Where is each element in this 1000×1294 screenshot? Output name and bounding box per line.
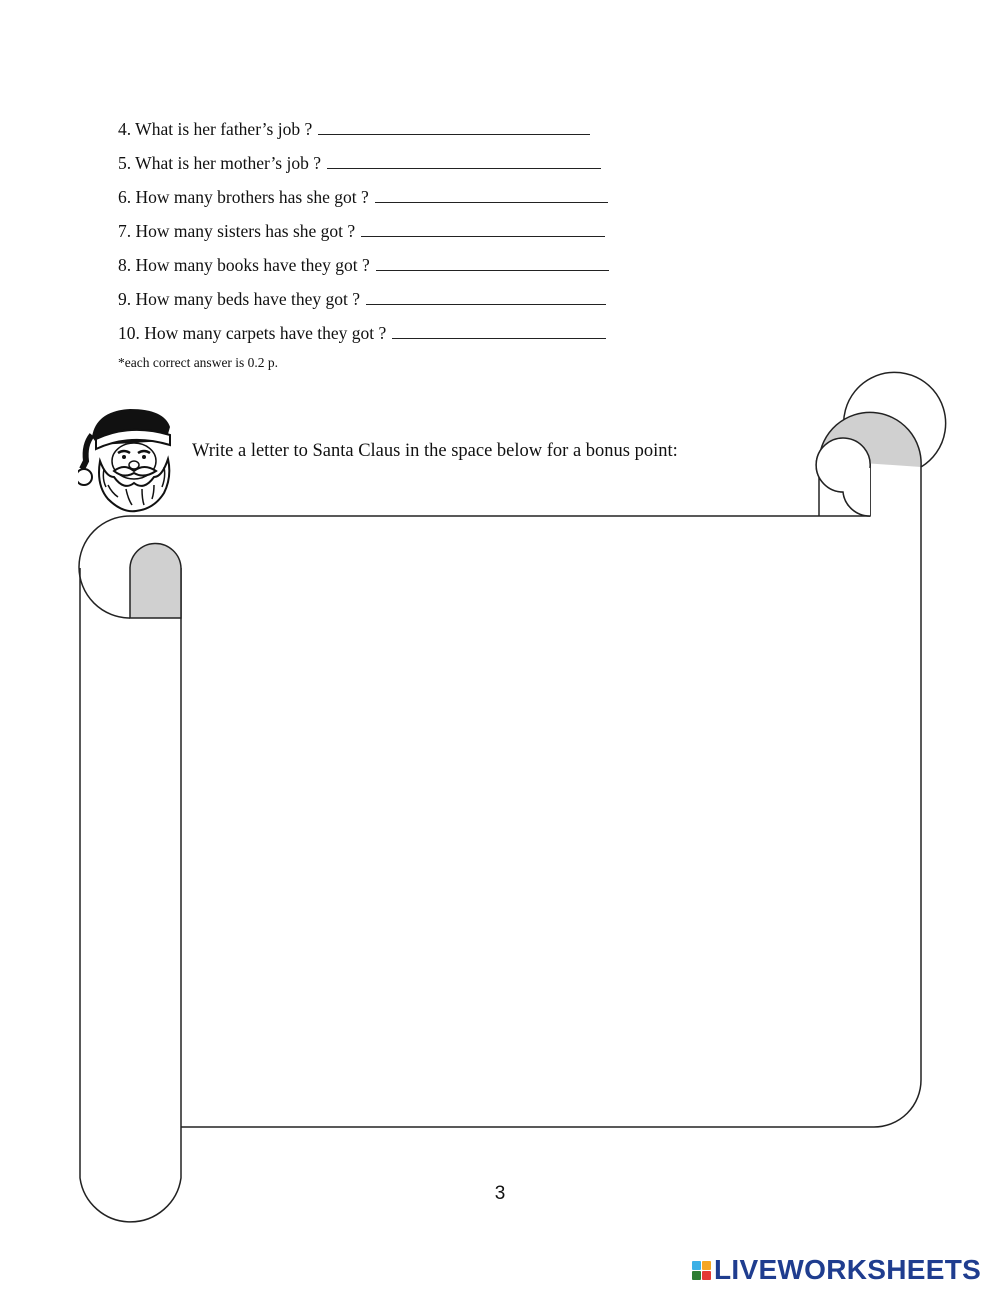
logo-square	[692, 1261, 701, 1270]
question-text: 7. How many sisters has she got ?	[118, 221, 356, 241]
question-text: 9. How many beds have they got ?	[118, 289, 361, 309]
liveworksheets-icon	[692, 1261, 711, 1280]
logo-square	[702, 1271, 711, 1280]
scroll-shade-left	[130, 543, 181, 618]
scoring-note: *each correct answer is 0.2 p.	[118, 355, 279, 370]
question-text: 8. How many books have they got ?	[118, 255, 370, 275]
page-number: 3	[494, 1183, 506, 1204]
santa-claus-head-icon	[78, 405, 182, 515]
question-text: 6. How many brothers has she got ?	[118, 187, 369, 207]
scroll-curl-inner	[816, 438, 870, 516]
question-text: 5. What is her mother’s job ?	[118, 153, 321, 173]
liveworksheets-logo	[692, 1254, 981, 1286]
question-text: 4. What is her father’s job ?	[118, 119, 313, 139]
letter-instruction: Write a letter to Santa Claus in the space below for a bonus point:	[192, 441, 678, 461]
logo-square	[692, 1271, 701, 1280]
question-text: 10. How many carpets have they got ?	[118, 323, 387, 343]
logo-square	[702, 1261, 711, 1270]
brand-name: LIVEWORKSHEETS	[714, 1254, 982, 1285]
scroll-top-edge	[79, 516, 870, 618]
scroll-left-roll	[80, 568, 181, 1222]
